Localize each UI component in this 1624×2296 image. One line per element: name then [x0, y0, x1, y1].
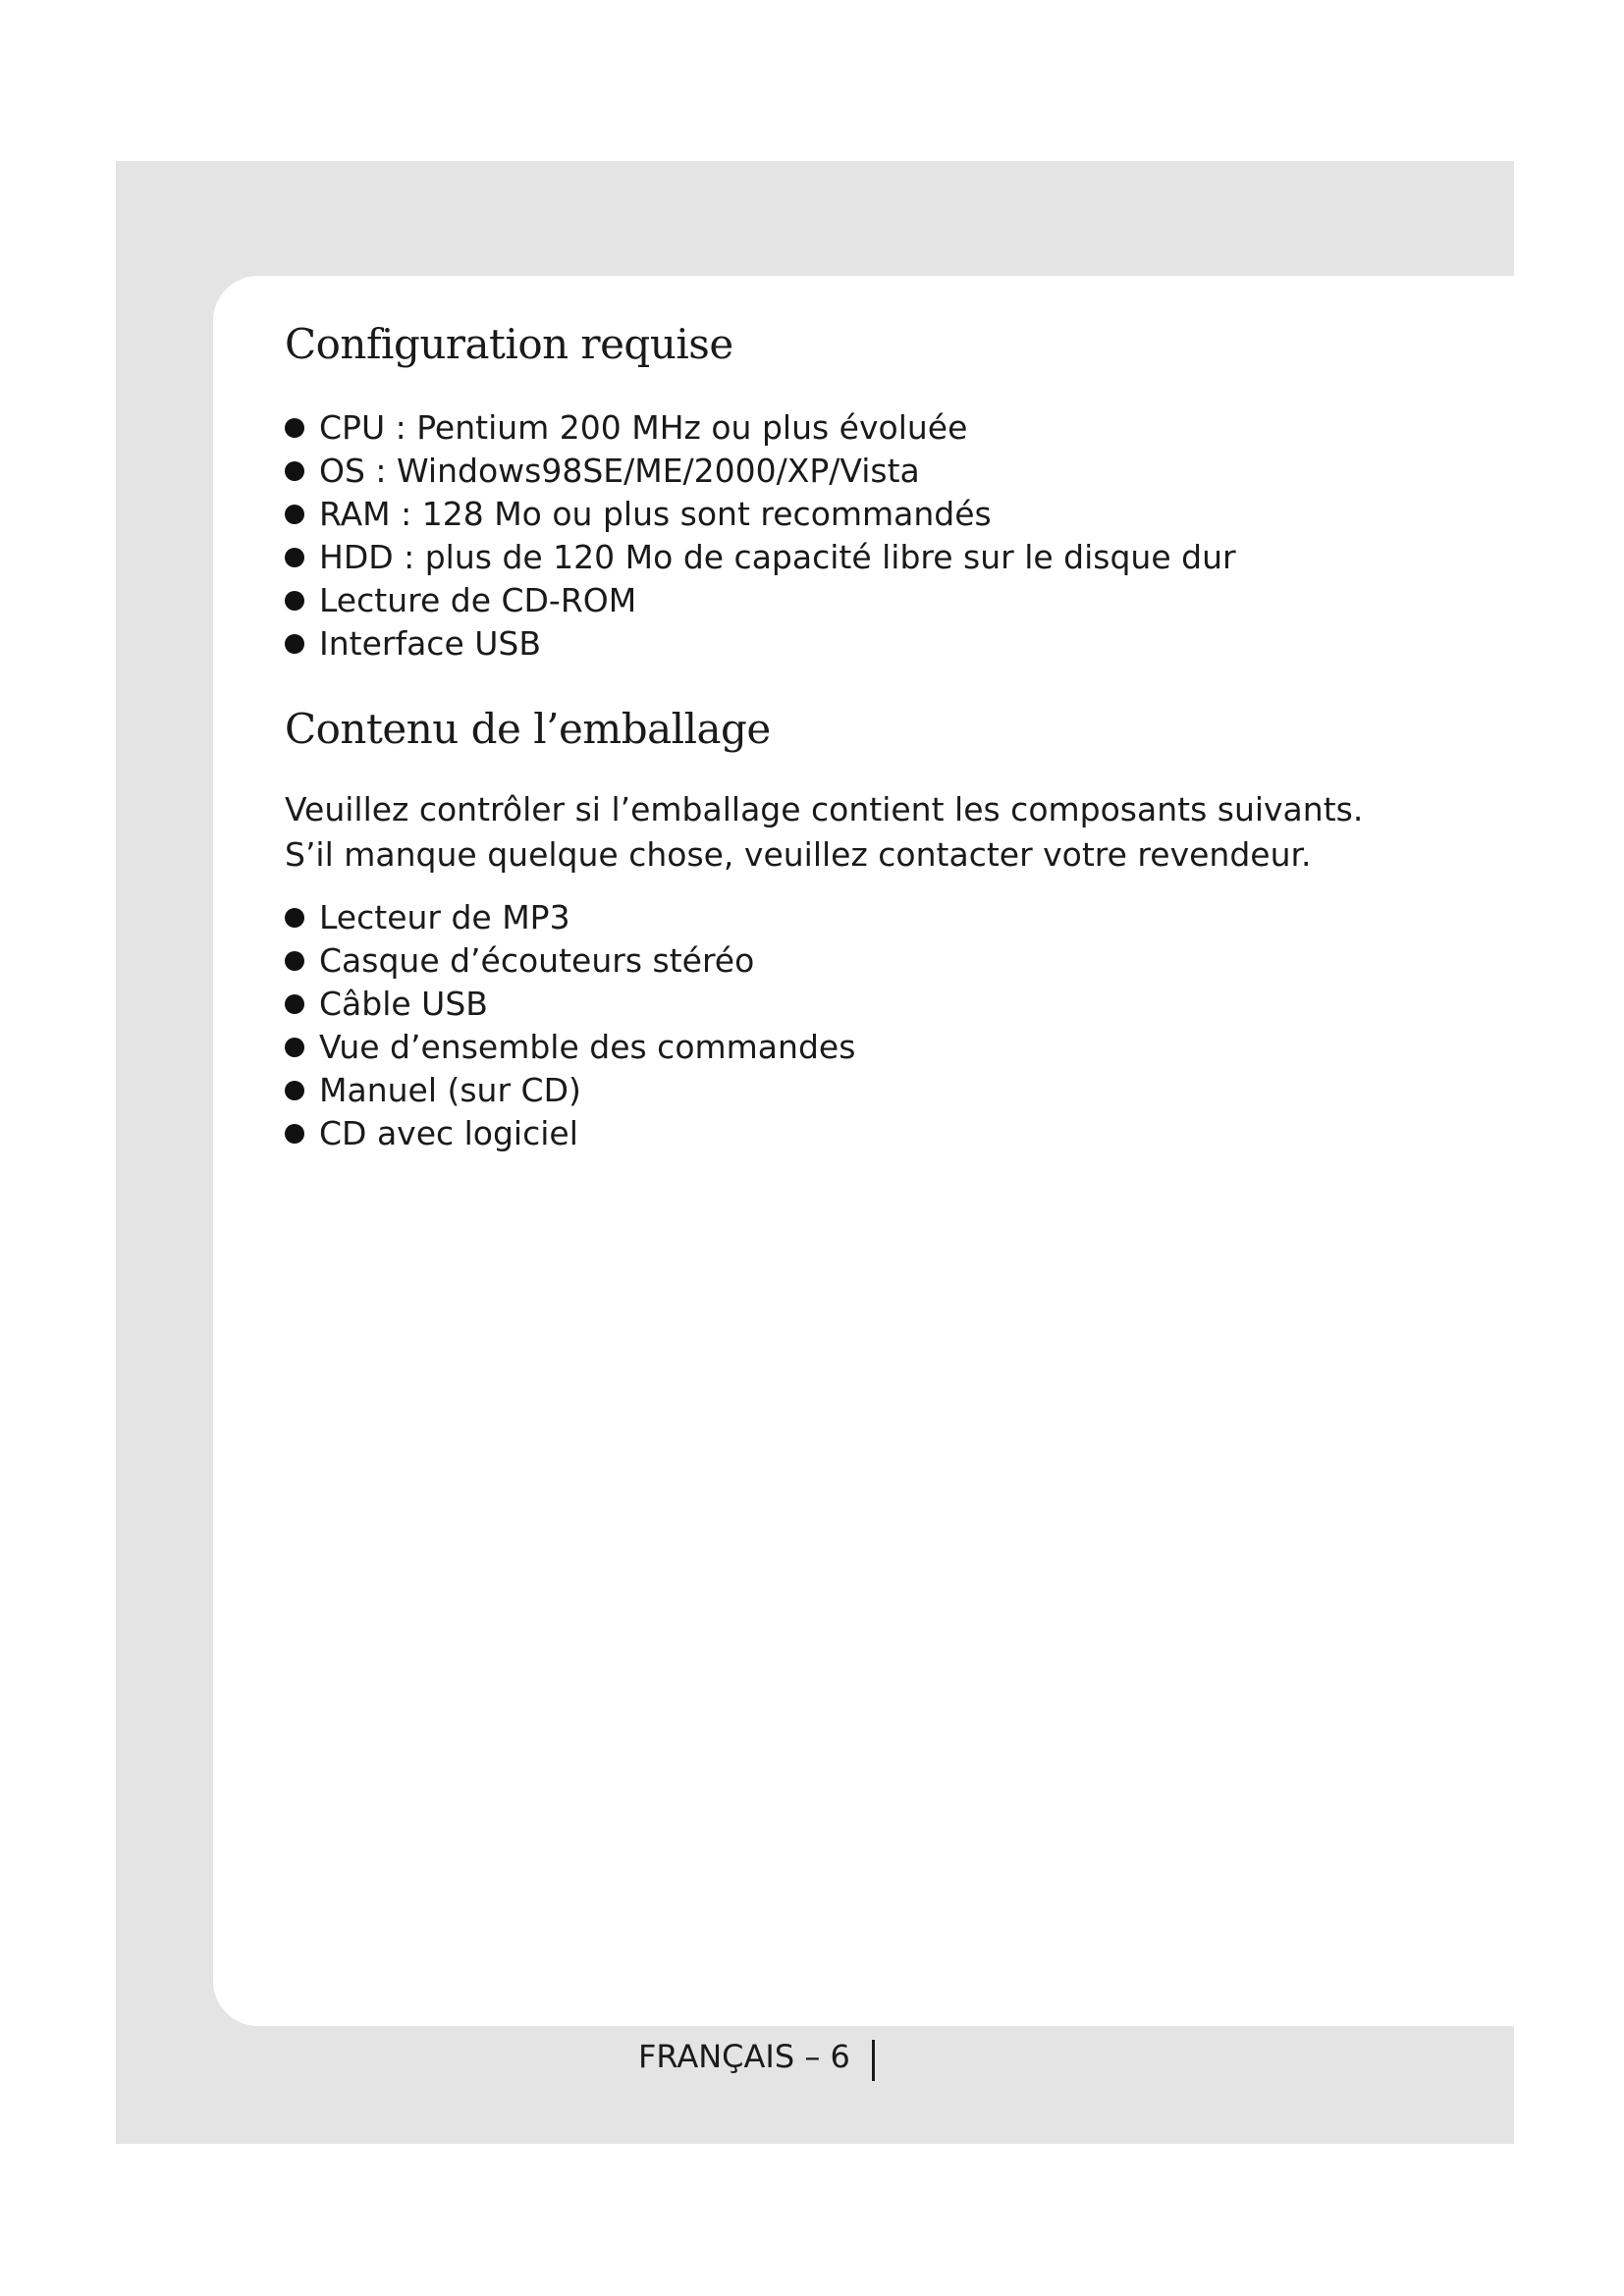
list-item-text: Lecteur de MP3 [319, 898, 570, 936]
system-requirements-list [285, 406, 1236, 666]
list-item [285, 939, 855, 983]
footer-divider [872, 2040, 875, 2081]
list-item-text: Lecture de CD-ROM [319, 581, 637, 619]
list-item [285, 536, 1236, 579]
list-item [285, 406, 1236, 450]
bullet-icon [285, 1038, 304, 1057]
list-item-text: Manuel (sur CD) [319, 1071, 581, 1109]
list-item-text: HDD : plus de 120 Mo de capacité libre sur le disque dur [319, 538, 1236, 576]
bullet-icon [285, 591, 304, 611]
list-item-text: OS : Windows98SE/ME/2000/XP/Vista [319, 452, 920, 490]
list-item [285, 579, 1236, 622]
intro-line: Veuillez contrôler si l’emballage contient les composants suivants. [285, 790, 1364, 828]
list-item [285, 450, 1236, 493]
bullet-icon [285, 548, 304, 567]
bullet-icon [285, 461, 304, 481]
bullet-icon [285, 908, 304, 928]
bullet-icon [285, 505, 304, 524]
system-requirements-title: Configuration requise [285, 320, 733, 368]
list-item [285, 983, 855, 1026]
package-contents-intro [285, 787, 1363, 878]
list-item-text: Casque d’écouteurs stéréo [319, 941, 755, 980]
list-item [285, 896, 855, 939]
bullet-icon [285, 1124, 304, 1144]
package-contents-list [285, 896, 855, 1155]
list-item-text: Vue d’ensemble des commandes [319, 1028, 856, 1066]
bullet-icon [285, 994, 304, 1014]
list-item [285, 493, 1236, 536]
list-item [285, 1069, 855, 1112]
list-item [285, 622, 1236, 666]
list-item-text: CD avec logiciel [319, 1114, 578, 1152]
bullet-icon [285, 1081, 304, 1100]
list-item-text: Câble USB [319, 985, 488, 1023]
list-item-text: Interface USB [319, 624, 541, 663]
page-number-label: FRANÇAIS – 6 [638, 2038, 850, 2075]
intro-line: S’il manque quelque chose, veuillez contacter votre revendeur. [285, 835, 1312, 874]
bullet-icon [285, 951, 304, 971]
bullet-icon [285, 418, 304, 438]
list-item [285, 1026, 855, 1069]
list-item-text: RAM : 128 Mo ou plus sont recommandés [319, 495, 992, 533]
list-item-text: CPU : Pentium 200 MHz ou plus évoluée [319, 408, 968, 447]
package-contents-title: Contenu de l’emballage [285, 705, 771, 753]
list-item [285, 1112, 855, 1155]
bullet-icon [285, 634, 304, 654]
